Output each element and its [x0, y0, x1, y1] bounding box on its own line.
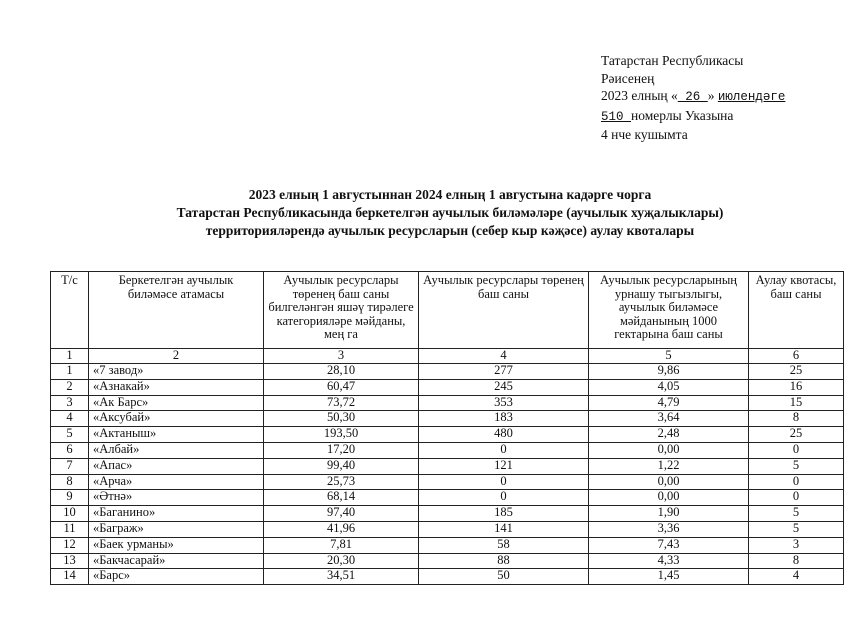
hunting-area-name: «Баграж»: [89, 521, 264, 537]
hunting-area-name: «Ак Барс»: [89, 395, 264, 411]
row-index: 12: [51, 537, 89, 553]
hunting-area-name: «Арча»: [89, 474, 264, 490]
date-prefix: 2023 елның «: [601, 88, 678, 103]
hunting-quota: 4: [749, 569, 844, 585]
resource-count: 0: [419, 490, 589, 506]
population-density: 4,33: [589, 553, 749, 569]
hunting-quota: 0: [749, 490, 844, 506]
resource-count: 353: [419, 395, 589, 411]
row-index: 3: [51, 395, 89, 411]
decree-number: 510: [601, 109, 632, 124]
population-density: 2,48: [589, 427, 749, 443]
table-row: [51, 427, 844, 443]
header-col-count: Аучылык ресурслары төренең баш саны: [419, 272, 589, 349]
habitat-area: 25,73: [264, 474, 419, 490]
hunting-area-name: «Барс»: [89, 569, 264, 585]
habitat-area: 7,81: [264, 537, 419, 553]
population-density: 4,79: [589, 395, 749, 411]
quota-table: [50, 271, 844, 585]
row-index: 14: [51, 569, 89, 585]
header-line-date: [601, 87, 861, 107]
population-density: 1,90: [589, 506, 749, 522]
population-density: 0,00: [589, 442, 749, 458]
title-line-1: 2023 елның 1 августыннан 2024 елның 1 августына кадәрге чорга: [248, 187, 652, 202]
column-number: 6: [749, 349, 844, 364]
header-col-name: Беркетелгән аучылык биләмәсе атамасы: [89, 272, 264, 349]
column-number: 3: [264, 349, 419, 364]
table-body: [51, 364, 844, 585]
resource-count: 50: [419, 569, 589, 585]
population-density: 0,00: [589, 474, 749, 490]
table-row: [51, 537, 844, 553]
table-row: [51, 506, 844, 522]
population-density: 4,05: [589, 379, 749, 395]
resource-count: 185: [419, 506, 589, 522]
header-line-appendix: 4 нче кушымта: [601, 127, 688, 142]
row-index: 1: [51, 364, 89, 380]
hunting-area-name: «Бакчасарай»: [89, 553, 264, 569]
table-row: [51, 490, 844, 506]
resource-count: 277: [419, 364, 589, 380]
hunting-area-name: «Баганино»: [89, 506, 264, 522]
hunting-quota: 0: [749, 474, 844, 490]
population-density: 3,64: [589, 411, 749, 427]
document-title: [60, 186, 840, 240]
table-row: [51, 521, 844, 537]
table-header-row: [51, 272, 844, 349]
hunting-area-name: «Актаныш»: [89, 427, 264, 443]
row-index: 13: [51, 553, 89, 569]
header-line-president: Рәисенең: [601, 70, 655, 86]
hunting-quota: 15: [749, 395, 844, 411]
table-row: [51, 474, 844, 490]
habitat-area: 41,96: [264, 521, 419, 537]
header-col-quota: Аулау квотасы, баш саны: [749, 272, 844, 349]
table-row: [51, 458, 844, 474]
resource-count: 0: [419, 474, 589, 490]
resource-count: 0: [419, 442, 589, 458]
hunting-area-name: «Баек урманы»: [89, 537, 264, 553]
table-row: [51, 569, 844, 585]
row-index: 9: [51, 490, 89, 506]
resource-count: 480: [419, 427, 589, 443]
habitat-area: 60,47: [264, 379, 419, 395]
row-index: 11: [51, 521, 89, 537]
hunting-quota: 25: [749, 427, 844, 443]
habitat-area: 99,40: [264, 458, 419, 474]
population-density: 7,43: [589, 537, 749, 553]
column-number: 4: [419, 349, 589, 364]
resource-count: 121: [419, 458, 589, 474]
hunting-quota: 25: [749, 364, 844, 380]
column-number: 2: [89, 349, 264, 364]
header-col-index: Т/с: [51, 272, 89, 349]
hunting-quota: 3: [749, 537, 844, 553]
date-mid: »: [707, 88, 718, 103]
hunting-quota: 5: [749, 506, 844, 522]
hunting-quota: 5: [749, 458, 844, 474]
header-line-decree: [601, 107, 861, 127]
population-density: 1,45: [589, 569, 749, 585]
hunting-quota: 0: [749, 442, 844, 458]
date-day: 26: [677, 90, 708, 104]
header-col-density: Аучылык ресурсларының урнашу тыгызлыгы, аучылык биләмәсе мәйданының 1000 гектарына баш саны: [589, 272, 749, 349]
hunting-area-name: «Аксубай»: [89, 411, 264, 427]
table-row: [51, 379, 844, 395]
population-density: 9,86: [589, 364, 749, 380]
resource-count: 245: [419, 379, 589, 395]
column-number-row: [51, 349, 844, 364]
habitat-area: 73,72: [264, 395, 419, 411]
row-index: 4: [51, 411, 89, 427]
hunting-area-name: «7 завод»: [89, 364, 264, 380]
table-row: [51, 553, 844, 569]
habitat-area: 34,51: [264, 569, 419, 585]
row-index: 10: [51, 506, 89, 522]
row-index: 6: [51, 442, 89, 458]
hunting-quota: 8: [749, 411, 844, 427]
habitat-area: 50,30: [264, 411, 419, 427]
hunting-quota: 16: [749, 379, 844, 395]
approval-header: [601, 52, 861, 144]
title-line-3: территорияләрендә аучылык ресурсларын (себер кыр кәҗәсе) аулау квоталары: [205, 223, 695, 238]
header-col-area: Аучылык ресурслары төренең баш саны билгеләнгән яшәү тирәлеге категорияләре мәйданы, мең га: [264, 272, 419, 349]
row-index: 8: [51, 474, 89, 490]
population-density: 3,36: [589, 521, 749, 537]
population-density: 0,00: [589, 490, 749, 506]
resource-count: 141: [419, 521, 589, 537]
date-month: июлендәге: [717, 90, 786, 104]
decree-suffix: номерлы Указына: [631, 107, 734, 123]
table-row: [51, 442, 844, 458]
header-line-republic: Татарстан Республикасы: [601, 53, 744, 68]
habitat-area: 193,50: [264, 427, 419, 443]
resource-count: 183: [419, 411, 589, 427]
table-row: [51, 411, 844, 427]
hunting-quota: 5: [749, 521, 844, 537]
habitat-area: 20,30: [264, 553, 419, 569]
column-number: 5: [589, 349, 749, 364]
title-line-2: Татарстан Республикасында беркетелгән аучылык биләмәләре (аучылык хуҗалыклары): [176, 205, 724, 220]
population-density: 1,22: [589, 458, 749, 474]
resource-count: 88: [419, 553, 589, 569]
resource-count: 58: [419, 537, 589, 553]
hunting-area-name: «Азнакай»: [89, 379, 264, 395]
column-number: 1: [51, 349, 89, 364]
hunting-area-name: «Албай»: [89, 442, 264, 458]
row-index: 5: [51, 427, 89, 443]
habitat-area: 17,20: [264, 442, 419, 458]
habitat-area: 28,10: [264, 364, 419, 380]
table-row: [51, 364, 844, 380]
habitat-area: 97,40: [264, 506, 419, 522]
table-row: [51, 395, 844, 411]
row-index: 7: [51, 458, 89, 474]
hunting-area-name: «Әтнә»: [89, 490, 264, 506]
habitat-area: 68,14: [264, 490, 419, 506]
hunting-quota: 8: [749, 553, 844, 569]
row-index: 2: [51, 379, 89, 395]
hunting-area-name: «Апас»: [89, 458, 264, 474]
